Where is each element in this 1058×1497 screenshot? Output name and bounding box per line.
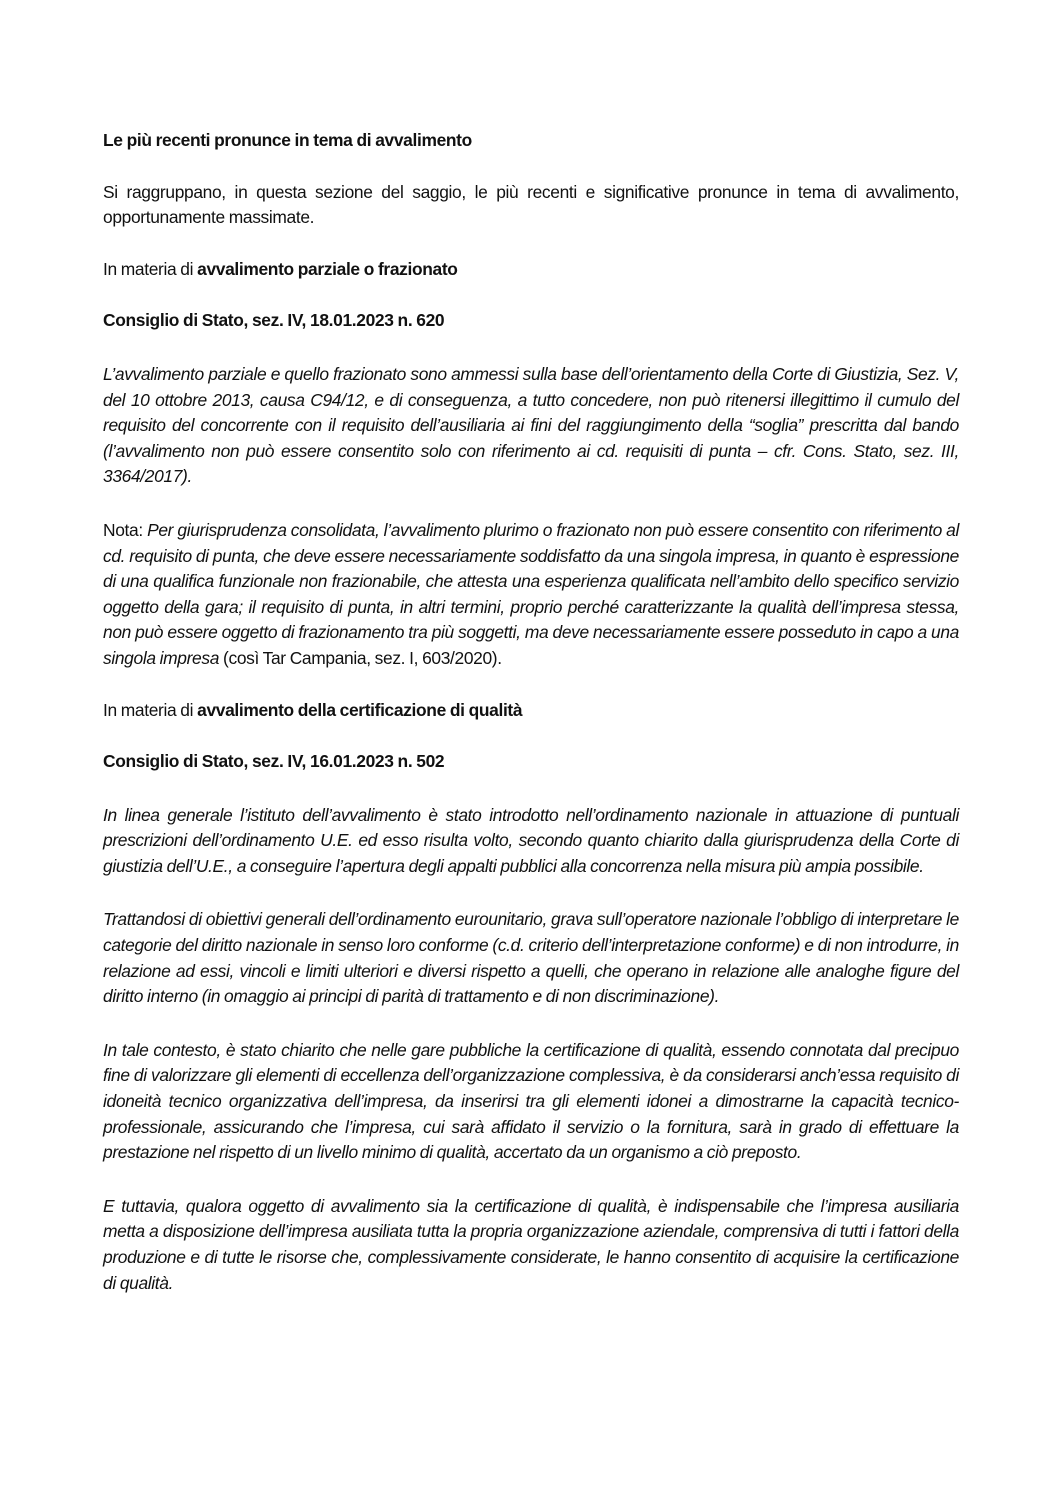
note-text: Per giurisprudenza consolidata, l’avvalimento plurimo o frazionato non può essere consentito con riferimento al cd. requisito di punta, che deve essere necessariamente soddisfatto da una singola impresa, in quanto è espressione di una qualifica funzionale non frazionabile, che attesta una esperienza qualificata nell’ambito dello specifico servizio oggetto della gara; il requisito di punta, in altri termini, proprio perché caratterizzante la qualità dell’impresa stessa, non può essere oggetto di frazionamento tra più soggetti, ma deve necessariamente essere posseduto in capo a una singola impresa [103,519,959,668]
case-paragraph: E tuttavia, qualora oggetto di avvalimento sia la certificazione di qualità, è indispensabile che l’impresa ausiliaria metta a disposizione dell’impresa ausiliata tutta la propria organizzazione aziendale, comprensiva di tutti i fattori della produzione e di tutte le risorse che, complessivamente considerate, le hanno consentito di acquisire la certificazione di qualità. [103,1195,959,1293]
topic-heading-partial [103,257,959,283]
note-label: Nota: [103,519,148,540]
topic-prefix: In materia di [103,699,198,720]
section-title: Le più recenti pronunce in tema di avvalimento [103,130,472,150]
case-paragraph: In linea generale l’istituto dell’avvalimento è stato introdotto nell’ordinamento nazionale in attuazione di puntuali prescrizioni dell’ordinamento U.E. ed esso risulta volto, secondo quanto chiarito dalla giurisprudenza della Corte di giustizia dell’U.E., a conseguire l’apertura degli appalti pubblici alla concorrenza nella misura più ampia possibile. [103,804,959,876]
case-paragraph: Trattandosi di obiettivi generali dell’ordinamento eurounitario, grava sull’operatore nazionale l’obbligo di interpretare le categorie del diritto nazionale in senso loro conforme (c.d. criterio dell’interpretazione conforme) e di non introdurre, in relazione ad essi, vincoli e limiti ulteriori e diversi rispetto a quelli, che operano in relazione alle analoghe figure del diritto interno (in omaggio ai principi di parità di trattamento e di non discriminazione). [103,909,959,1007]
case-heading-620: Consiglio di Stato, sez. IV, 18.01.2023 n. 620 [103,310,445,331]
note-citation: (così Tar Campania, sez. I, 603/2020). [219,647,502,668]
intro-paragraph: Si raggruppano, in questa sezione del saggio, le più recenti e significative pronunce in tema di avvalimento, opportunamente massimate. [103,181,959,228]
case-heading-502: Consiglio di Stato, sez. IV, 16.01.2023 n. 502 [103,751,445,772]
case-note-620 [103,518,959,672]
topic-prefix: In materia di [103,258,198,279]
case-paragraph: In tale contesto, è stato chiarito che nelle gare pubbliche la certificazione di qualità, essendo connotata dal precipuo fine di valorizzare gli elementi di eccellenza dell’organizzazione complessiva, è da considerarsi anch’essa requisito di idoneità tecnico organizzativa dell’impresa, da inserirsi tra gli elementi idonei a dimostrarne la capacità tecnico-professionale, assicurando che l’impresa, cui sarà affidato il servizio o la fornitura, sarà in grado di effettuare la prestazione nel rispetto di un livello minimo di qualità, accertato da un organismo a ciò preposto. [103,1039,959,1163]
case-maxim-620: L’avvalimento parziale e quello frazionato sono ammessi sulla base dell’orientamento della Corte di Giustizia, Sez. V, del 10 ottobre 2013, causa C94/12, e di conseguenza, a tutto concedere, non può ritenersi illegittimo il cumulo del requisito del concorrente con il requisito dell’ausiliaria ai fini del raggiungimento della “soglia” prescritta dal bando (l’avvalimento non può essere consentito solo con riferimento ai cd. requisiti di punta – cfr. Cons. Stato, sez. III, 3364/2017). [103,363,959,487]
topic-bold: avvalimento della certificazione di qualità [197,699,523,720]
topic-bold: avvalimento parziale o frazionato [197,258,458,279]
document-page [103,128,959,1296]
topic-heading-quality [103,698,959,724]
